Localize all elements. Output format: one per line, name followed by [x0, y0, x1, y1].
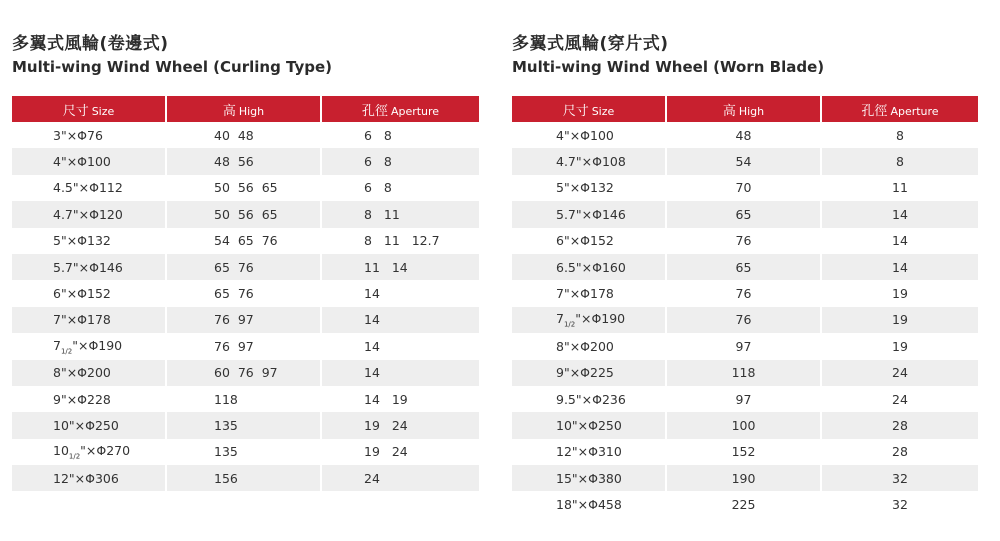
table-row — [512, 175, 978, 201]
aperture-cell: 14 — [822, 254, 978, 280]
section-title-en: Multi-wing Wind Wheel (Worn Blade) — [512, 58, 825, 76]
high-cell: 50 56 65 — [167, 175, 322, 201]
size-cell: 7"×Φ178 — [512, 280, 667, 306]
size-cell: 4.5"×Φ112 — [12, 175, 167, 201]
table-row — [12, 465, 479, 491]
table-row — [512, 228, 978, 254]
high-cell: 48 — [667, 122, 822, 148]
table-row — [512, 386, 978, 412]
size-cell: 15"×Φ380 — [512, 465, 667, 491]
table-row — [12, 122, 479, 148]
aperture-cell: 32 — [822, 465, 978, 491]
size-cell: 18"×Φ458 — [512, 491, 667, 517]
header-aperture: 孔徑 Aperture — [322, 96, 479, 122]
aperture-cell: 24 — [822, 386, 978, 412]
table-row — [512, 333, 978, 359]
high-cell: 156 — [167, 465, 322, 491]
table-row — [12, 333, 479, 359]
high-cell: 152 — [667, 439, 822, 465]
high-cell: 65 — [667, 201, 822, 227]
aperture-cell: 6 8 — [322, 175, 479, 201]
size-cell: 5"×Φ132 — [12, 228, 167, 254]
aperture-cell: 14 — [322, 307, 479, 333]
table-row — [512, 465, 978, 491]
aperture-cell: 8 11 — [322, 201, 479, 227]
table-row — [12, 439, 479, 465]
high-cell: 76 — [667, 280, 822, 306]
high-cell: 135 — [167, 439, 322, 465]
high-cell: 118 — [667, 360, 822, 386]
size-cell: 4.7"×Φ108 — [512, 148, 667, 174]
section-title-en: Multi-wing Wind Wheel (Curling Type) — [12, 58, 333, 76]
high-cell: 60 76 97 — [167, 360, 322, 386]
size-cell: 6"×Φ152 — [512, 228, 667, 254]
size-cell: 5.7"×Φ146 — [12, 254, 167, 280]
table-row — [512, 280, 978, 306]
header-high: 高 High — [667, 96, 822, 122]
aperture-cell: 11 — [822, 175, 978, 201]
high-cell: 65 76 — [167, 254, 322, 280]
size-cell: 9"×Φ225 — [512, 360, 667, 386]
table-row — [12, 148, 479, 174]
high-cell: 225 — [667, 491, 822, 517]
worn-blade-section — [512, 32, 978, 513]
size-cell: 3"×Φ76 — [12, 122, 167, 148]
high-cell: 65 — [667, 254, 822, 280]
table-row — [512, 439, 978, 465]
high-cell: 190 — [667, 465, 822, 491]
size-cell: 10"×Φ250 — [512, 412, 667, 438]
size-cell: 7"×Φ178 — [12, 307, 167, 333]
table-header-row — [12, 96, 479, 122]
table-row — [512, 307, 978, 333]
size-cell: 5.7"×Φ146 — [512, 201, 667, 227]
table-row — [12, 175, 479, 201]
aperture-cell: 8 11 12.7 — [322, 228, 479, 254]
aperture-cell: 19 — [822, 333, 978, 359]
aperture-cell: 32 — [822, 491, 978, 517]
worn-blade-table — [512, 96, 978, 518]
table-row — [12, 412, 479, 438]
high-cell: 70 — [667, 175, 822, 201]
size-cell: 9"×Φ228 — [12, 386, 167, 412]
size-cell: 12"×Φ306 — [12, 465, 167, 491]
aperture-cell: 11 14 — [322, 254, 479, 280]
high-cell: 65 76 — [167, 280, 322, 306]
table-row — [512, 201, 978, 227]
table-row — [12, 201, 479, 227]
table-row — [12, 280, 479, 306]
high-cell: 54 65 76 — [167, 228, 322, 254]
high-cell: 54 — [667, 148, 822, 174]
size-cell: $10_{1/2}"\times\Phi 270$ — [12, 439, 167, 465]
high-cell: 76 — [667, 228, 822, 254]
high-cell: 48 56 — [167, 148, 322, 174]
table-row — [512, 360, 978, 386]
table-row — [512, 122, 978, 148]
aperture-cell: 6 8 — [322, 122, 479, 148]
high-cell: 76 97 — [167, 307, 322, 333]
table-row — [12, 254, 479, 280]
size-cell: 4"×Φ100 — [512, 122, 667, 148]
high-cell: 97 — [667, 386, 822, 412]
aperture-cell: 14 — [322, 280, 479, 306]
aperture-cell: 19 24 — [322, 412, 479, 438]
high-cell: 135 — [167, 412, 322, 438]
high-cell: 40 48 — [167, 122, 322, 148]
size-cell: 6.5"×Φ160 — [512, 254, 667, 280]
aperture-cell: 28 — [822, 439, 978, 465]
table-header-row — [512, 96, 978, 122]
size-cell: 10"×Φ250 — [12, 412, 167, 438]
table-row — [12, 228, 479, 254]
high-cell: 50 56 65 — [167, 201, 322, 227]
table-row — [512, 148, 978, 174]
header-high: 高 High — [167, 96, 322, 122]
size-cell: $7_{1/2}"\times\Phi 190$ — [512, 307, 667, 333]
size-cell: 8"×Φ200 — [512, 333, 667, 359]
size-cell: 8"×Φ200 — [12, 360, 167, 386]
curling-type-section — [12, 32, 479, 486]
aperture-cell: 14 — [822, 201, 978, 227]
aperture-cell: 24 — [322, 465, 479, 491]
high-cell: 97 — [667, 333, 822, 359]
size-cell: 6"×Φ152 — [12, 280, 167, 306]
high-cell: 100 — [667, 412, 822, 438]
aperture-cell: 28 — [822, 412, 978, 438]
high-cell: 76 97 — [167, 333, 322, 359]
curling-type-table — [12, 96, 479, 491]
table-row — [512, 491, 978, 517]
header-size: 尺寸 Size — [12, 96, 167, 122]
size-cell: 12"×Φ310 — [512, 439, 667, 465]
table-row — [512, 254, 978, 280]
aperture-cell: 14 — [322, 333, 479, 359]
aperture-cell: 14 19 — [322, 386, 479, 412]
aperture-cell: 14 — [322, 360, 479, 386]
header-size: 尺寸 Size — [512, 96, 667, 122]
aperture-cell: 19 — [822, 280, 978, 306]
aperture-cell: 8 — [822, 148, 978, 174]
high-cell: 76 — [667, 307, 822, 333]
size-cell: 5"×Φ132 — [512, 175, 667, 201]
table-row — [12, 386, 479, 412]
table-row — [12, 307, 479, 333]
header-aperture: 孔徑 Aperture — [822, 96, 978, 122]
size-cell: 4.7"×Φ120 — [12, 201, 167, 227]
aperture-cell: 24 — [822, 360, 978, 386]
size-cell: 4"×Φ100 — [12, 148, 167, 174]
size-cell: 9.5"×Φ236 — [512, 386, 667, 412]
table-row — [12, 360, 479, 386]
aperture-cell: 8 — [822, 122, 978, 148]
section-title-zh: 多翼式風輪(卷邊式) — [12, 34, 169, 54]
aperture-cell: 6 8 — [322, 148, 479, 174]
size-cell: $7_{1/2}"\times\Phi 190$ — [12, 333, 167, 359]
high-cell: 118 — [167, 386, 322, 412]
aperture-cell: 19 — [822, 307, 978, 333]
aperture-cell: 19 24 — [322, 439, 479, 465]
aperture-cell: 14 — [822, 228, 978, 254]
section-title-zh: 多翼式風輪(穿片式) — [512, 34, 669, 54]
table-row — [512, 412, 978, 438]
